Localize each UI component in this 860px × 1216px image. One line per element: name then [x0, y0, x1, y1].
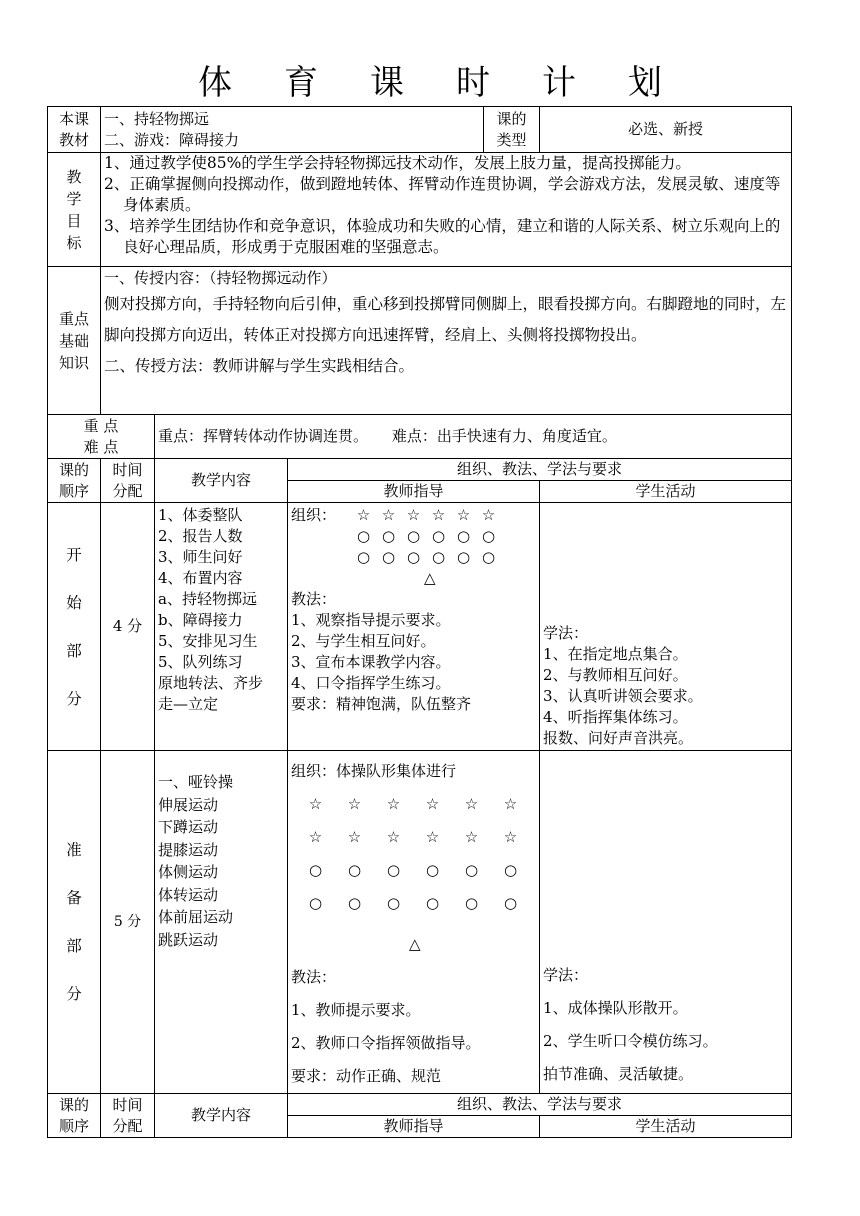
materials-cell	[101, 107, 484, 153]
teacher-star-icon: ☆	[431, 506, 446, 524]
student-circle-icon: ○	[456, 527, 471, 545]
objective-item: 2、正确掌握侧向投掷动作，做到蹬地转体、挥臂动作连贯协调，学会游戏方法，发展灵敏、速度等身体素质。	[104, 175, 781, 214]
section-prep-name: 准 备 部 分	[48, 751, 101, 1094]
teacher-star-icon: ☆	[464, 795, 479, 813]
column-header-row-repeat	[48, 1094, 792, 1116]
teacher-star-icon: ☆	[356, 506, 371, 524]
objectives-cell	[101, 153, 792, 267]
student-circle-icon: ○	[503, 894, 518, 912]
materials-row	[48, 107, 792, 153]
section-start-name: 开 始 部 分	[48, 503, 101, 751]
teacher-star-icon: ☆	[308, 828, 323, 846]
section-start-content: 1、体委整队 2、报告人数 3、师生问好 4、布置内容 a、持轻物掷远 b、障碍接力 5、安排见习生 5、队列练习 原地转法、齐步 走—立定	[155, 503, 288, 751]
student-circle-icon: ○	[456, 548, 471, 566]
student-circle-icon: ○	[356, 527, 371, 545]
teacher-star-icon: ☆	[381, 506, 396, 524]
col-student: 学生活动	[540, 481, 792, 503]
page-title: 体育课时计划	[198, 63, 714, 103]
teaching-method: 二、传授方法：教师讲解与学生实践相结合。	[104, 357, 415, 375]
col-teacher: 教师指导	[288, 481, 540, 503]
teacher-triangle-icon: △	[409, 935, 421, 953]
section-prep-content: 一、哑铃操 伸展运动 下蹲运动 提膝运动 体侧运动 体转运动 体前屈运动 跳跃运动	[155, 751, 288, 1094]
formation	[291, 526, 536, 547]
teacher-star-icon: ☆	[464, 828, 479, 846]
key-points-text: 重点：挥臂转体动作协调连贯。 难点：出手快速有力、角度适宜。	[155, 415, 792, 459]
col-org-header: 组织、教法、学法与要求	[288, 1094, 792, 1116]
teacher-star-icon: ☆	[347, 828, 362, 846]
student-circle-icon: ○	[356, 548, 371, 566]
material-item: 一、持轻物掷远	[104, 109, 210, 128]
objective-item: 1、通过教学使85%的学生学会持轻物掷远技术动作，发展上肢力量，提高投掷能力。	[104, 154, 691, 172]
objective-item: 3、培养学生团结协作和竞争意识，体验成功和失败的心情，建立和谐的人际关系、树立乐观向上的良好心理品质，形成勇于克服困难的坚强意志。	[104, 217, 781, 256]
student-circle-icon: ○	[406, 548, 421, 566]
material-item: 二、游戏：障碍接力	[104, 130, 240, 149]
formation	[291, 887, 536, 920]
formation	[291, 547, 536, 568]
student-circle-icon: ○	[464, 861, 479, 879]
formation: 组织： ☆ ☆ ☆ ☆ ☆ ☆	[291, 505, 536, 526]
student-circle-icon: ○	[425, 861, 440, 879]
teacher-star-icon: ☆	[503, 828, 518, 846]
teacher-star-icon: ☆	[456, 506, 471, 524]
content-title: 一、传授内容：（持轻物掷远动作）	[104, 269, 337, 287]
col-time: 时间 分配	[101, 1094, 155, 1138]
column-header-row	[48, 459, 792, 481]
student-circle-icon: ○	[503, 861, 518, 879]
student-circle-icon: ○	[481, 527, 496, 545]
teacher-star-icon: ☆	[386, 828, 401, 846]
student-circle-icon: ○	[464, 894, 479, 912]
key-points-row	[48, 415, 792, 459]
col-order: 课的 顺序	[48, 1094, 101, 1138]
material-label: 本课 教材	[48, 107, 101, 153]
content-text: 侧对投掷方向，手持轻物向后引伸，重心移到投掷臂同侧脚上，眼看投掷方向。右脚蹬地的同时，左脚向投掷方向迈出，转体正对投掷方向迅速挥臂，经肩上、头侧将投掷物投出。	[104, 295, 787, 344]
key-knowledge-cell	[101, 267, 792, 415]
col-student: 学生活动	[540, 1116, 792, 1138]
key-knowledge-label: 重点 基础 知识	[48, 267, 101, 415]
section-prep-row	[48, 751, 792, 1094]
student-circle-icon: ○	[308, 861, 323, 879]
objectives-label: 教 学 目 标	[48, 153, 101, 267]
col-content: 教学内容	[155, 459, 288, 503]
student-circle-icon: ○	[381, 527, 396, 545]
student-circle-icon: ○	[386, 894, 401, 912]
section-prep-student: 学法： 1、成体操队形散开。 2、学生听口令模仿练习。 拍节准确、灵活敏捷。	[540, 751, 792, 1094]
section-prep-teacher: 组织：体操队形集体进行 ☆ ☆ ☆ ☆ ☆ ☆ ☆ ☆ ☆ ☆ ☆ ☆ ○ ○ ○ ○ ○ ○ ○ ○ ○ ○ ○ ○ △ 教法： 1、教师提示要求。 2、教师口令指挥领做指导。 要求：动作正确、规范	[288, 751, 540, 1094]
formation	[291, 788, 536, 821]
section-prep-time: 5 分	[101, 751, 155, 1094]
lesson-type-label: 课的 类型	[484, 107, 540, 153]
student-circle-icon: ○	[431, 548, 446, 566]
teacher-star-icon: ☆	[503, 795, 518, 813]
formation	[291, 854, 536, 887]
col-teacher: 教师指导	[288, 1116, 540, 1138]
col-org-header: 组织、教法、学法与要求	[288, 459, 792, 481]
student-circle-icon: ○	[425, 894, 440, 912]
student-circle-icon: ○	[386, 861, 401, 879]
col-time: 时间 分配	[101, 459, 155, 503]
key-points-label: 重 点 难 点	[48, 415, 155, 459]
teacher-star-icon: ☆	[386, 795, 401, 813]
teacher-triangle-icon: △	[424, 569, 436, 587]
teacher-star-icon: ☆	[406, 506, 421, 524]
student-circle-icon: ○	[406, 527, 421, 545]
teacher-star-icon: ☆	[481, 506, 496, 524]
section-start-time: 4 分	[101, 503, 155, 751]
objectives-row	[48, 153, 792, 267]
section-start-student: 学法： 1、在指定地点集合。 2、与教师相互问好。 3、认真听讲领会要求。 4、听指挥集体练习。 报数、问好声音洪亮。	[540, 503, 792, 751]
student-circle-icon: ○	[481, 548, 496, 566]
teacher-star-icon: ☆	[308, 795, 323, 813]
teacher-star-icon: ☆	[425, 795, 440, 813]
student-circle-icon: ○	[431, 527, 446, 545]
col-content: 教学内容	[155, 1094, 288, 1138]
col-order: 课的 顺序	[48, 459, 101, 503]
lesson-plan-table	[47, 106, 792, 1138]
student-circle-icon: ○	[347, 861, 362, 879]
section-start-row	[48, 503, 792, 751]
formation	[291, 821, 536, 854]
student-circle-icon: ○	[308, 894, 323, 912]
section-start-teacher: 组织： ☆ ☆ ☆ ☆ ☆ ☆ ○ ○ ○ ○ ○ ○ ○ ○ ○ ○ ○ ○ △ 教法： 1、观察指导提示要求。 2、与学生相互问好。 3、宣布本课教学内容。 4、口令指挥学生练习。 要求：精神饱满，队伍整齐	[288, 503, 540, 751]
student-circle-icon: ○	[347, 894, 362, 912]
teacher-star-icon: ☆	[425, 828, 440, 846]
key-knowledge-row	[48, 267, 792, 415]
teacher-star-icon: ☆	[347, 795, 362, 813]
student-circle-icon: ○	[381, 548, 396, 566]
lesson-type-value: 必选、新授	[540, 107, 792, 153]
